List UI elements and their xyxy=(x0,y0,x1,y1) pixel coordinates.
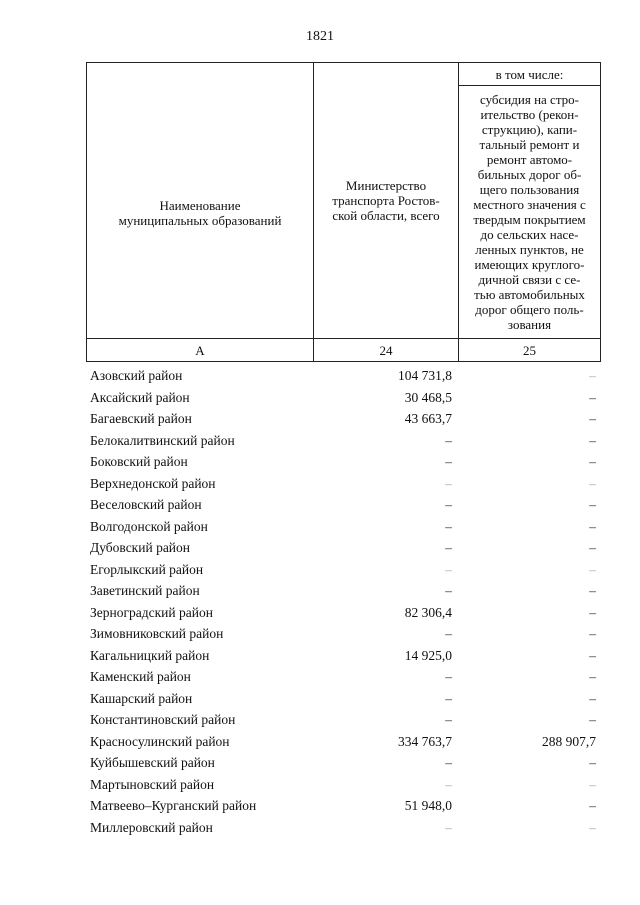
row-value-24: – xyxy=(445,583,452,598)
row-value-24: – xyxy=(445,518,452,534)
table-row xyxy=(90,774,600,796)
row-value-24: 43 663,7 xyxy=(404,411,452,426)
row-value-24: – xyxy=(445,497,452,512)
table-row xyxy=(90,451,600,473)
row-value-25: – xyxy=(589,798,596,813)
table-row xyxy=(90,516,600,538)
row-name: Багаевский район xyxy=(90,411,192,426)
row-value-24: – xyxy=(445,690,452,706)
row-name: Дубовский район xyxy=(90,540,191,555)
row-value-24: 334 763,7 xyxy=(398,733,452,749)
row-value-25: – xyxy=(589,819,596,835)
row-name: Верхнедонской район xyxy=(90,475,216,491)
table-row xyxy=(90,559,600,581)
row-value-25: – xyxy=(589,776,596,792)
row-name: Азовский район xyxy=(90,368,183,383)
header-index-24: 24 xyxy=(314,339,459,362)
table-row xyxy=(90,688,600,710)
row-name: Боковский район xyxy=(90,454,188,469)
header-index-25: 25 xyxy=(459,339,601,362)
row-name: Кагальницкий район xyxy=(90,647,210,663)
row-value-25: – xyxy=(589,368,596,383)
row-value-25: – xyxy=(589,604,596,620)
row-value-25: – xyxy=(589,561,596,577)
table-row xyxy=(90,365,600,387)
table-row xyxy=(90,645,600,667)
header-including-label: в том числе: xyxy=(459,63,601,86)
row-value-25: – xyxy=(589,497,596,512)
row-name: Константиновский район xyxy=(90,712,236,727)
row-value-24: 14 925,0 xyxy=(404,647,452,663)
table-row xyxy=(90,623,600,645)
table-row xyxy=(90,602,600,624)
row-name: Кашарский район xyxy=(90,690,193,706)
row-name: Белокалитвинский район xyxy=(90,432,235,448)
row-name: Волгодонской район xyxy=(90,518,208,534)
row-value-24: – xyxy=(445,776,452,792)
row-name: Мартыновский район xyxy=(90,776,215,792)
row-value-24: – xyxy=(445,432,452,448)
row-value-24: 51 948,0 xyxy=(404,798,452,813)
row-value-25: – xyxy=(589,583,596,598)
row-value-24: 82 306,4 xyxy=(404,604,452,620)
row-value-24: – xyxy=(445,669,452,684)
row-name: Красносулинский район xyxy=(90,733,230,749)
row-name: Егорлыкский район xyxy=(90,561,204,577)
table-row xyxy=(90,795,600,817)
row-value-24: – xyxy=(445,755,452,770)
table-row xyxy=(90,580,600,602)
row-value-25: 288 907,7 xyxy=(542,733,596,749)
table-header xyxy=(86,62,601,362)
row-name: Веселовский район xyxy=(90,497,202,512)
header-subsidy-column: субсидия на стро- ительство (рекон- струкцию), капи- тальный ремонт и ремонт автомо- бильных дорог об- щего пользования местного значения с твердым покрытием до сельских насе- ленных пунктов, не имеющих круглого- дичной связи с се- тью автомобильных дорог общего поль- зования xyxy=(459,86,601,339)
table-row xyxy=(90,537,600,559)
row-value-25: – xyxy=(589,690,596,706)
table-row xyxy=(90,666,600,688)
row-value-25: – xyxy=(589,626,596,641)
row-value-24: 104 731,8 xyxy=(398,368,452,383)
row-name: Аксайский район xyxy=(90,389,190,405)
header-name-column xyxy=(87,63,314,339)
table-row xyxy=(90,752,600,774)
row-name: Миллеровский район xyxy=(90,819,213,835)
table-row xyxy=(90,430,600,452)
row-name: Зимовниковский район xyxy=(90,626,224,641)
row-value-25: – xyxy=(589,712,596,727)
row-name: Каменский район xyxy=(90,669,191,684)
page-number: 1821 xyxy=(306,29,334,44)
row-value-24: – xyxy=(445,475,452,491)
row-value-24: 30 468,5 xyxy=(404,389,452,405)
row-value-24: – xyxy=(445,540,452,555)
row-name: Заветинский район xyxy=(90,583,200,598)
row-value-25: – xyxy=(589,669,596,684)
row-value-24: – xyxy=(445,626,452,641)
header-name-text: Наименование муниципальных образований xyxy=(118,197,282,228)
row-value-25: – xyxy=(589,755,596,770)
table-row xyxy=(90,408,600,430)
row-value-25: – xyxy=(589,647,596,663)
row-name: Куйбышевский район xyxy=(90,755,215,770)
row-value-25: – xyxy=(589,454,596,469)
header-total-column: Министерство транспорта Ростов- ской области, всего xyxy=(314,63,459,339)
table-row xyxy=(90,387,600,409)
table-row xyxy=(90,473,600,495)
table-row xyxy=(90,494,600,516)
header-index-a: А xyxy=(87,339,314,362)
row-value-24: – xyxy=(445,454,452,469)
row-value-24: – xyxy=(445,561,452,577)
row-value-25: – xyxy=(589,432,596,448)
row-value-25: – xyxy=(589,540,596,555)
row-name: Матвеево–Курганский район xyxy=(90,798,257,813)
row-value-25: – xyxy=(589,518,596,534)
table-row xyxy=(90,731,600,753)
row-value-25: – xyxy=(589,475,596,491)
row-value-25: – xyxy=(589,389,596,405)
row-value-24: – xyxy=(445,819,452,835)
table-row xyxy=(90,817,600,839)
table-body xyxy=(90,365,600,838)
row-value-24: – xyxy=(445,712,452,727)
row-name: Зерноградский район xyxy=(90,604,213,620)
table-row xyxy=(90,709,600,731)
row-value-25: – xyxy=(589,411,596,426)
